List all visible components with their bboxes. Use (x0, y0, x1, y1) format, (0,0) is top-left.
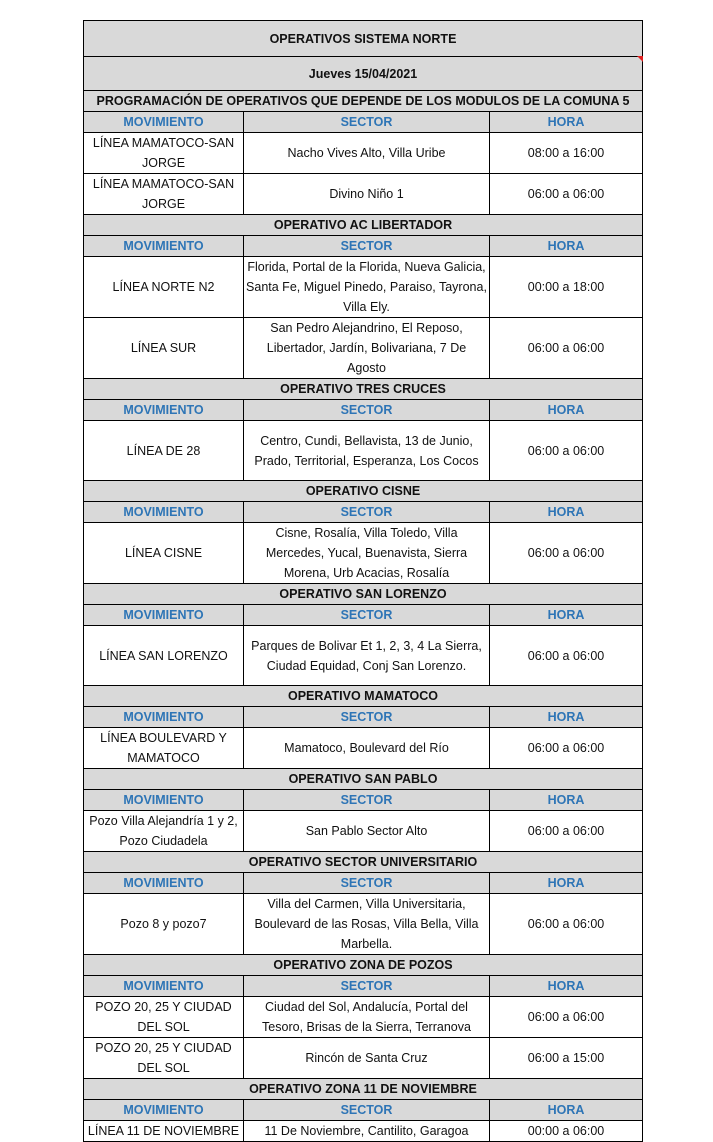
cell-movimiento: LÍNEA 11 DE NOVIEMBRE (84, 1121, 244, 1142)
column-header-row (84, 976, 643, 997)
column-header-hora: HORA (490, 236, 643, 257)
column-header-sector: SECTOR (244, 790, 490, 811)
cell-sector: San Pedro Alejandrino, El Reposo, Libertador, Jardín, Bolivariana, 7 De Agosto (244, 318, 490, 379)
column-header-movimiento: MOVIMIENTO (84, 236, 244, 257)
section-title: OPERATIVO SECTOR UNIVERSITARIO (84, 852, 643, 873)
date-row (84, 57, 643, 91)
table-row (84, 257, 643, 318)
cell-hora: 06:00 a 06:00 (490, 728, 643, 769)
cell-sector: Parques de Bolivar Et 1, 2, 3, 4 La Sierra, Ciudad Equidad, Conj San Lorenzo. (244, 626, 490, 686)
section-header-row (84, 584, 643, 605)
column-header-sector: SECTOR (244, 873, 490, 894)
section-title: OPERATIVO CISNE (84, 481, 643, 502)
section-title: OPERATIVO TRES CRUCES (84, 379, 643, 400)
cell-movimiento: Pozo 8 y pozo7 (84, 894, 244, 955)
column-header-row (84, 790, 643, 811)
table-row (84, 1038, 643, 1079)
date-text: Jueves 15/04/2021 (308, 66, 418, 81)
cell-movimiento: LÍNEA BOULEVARD Y MAMATOCO (84, 728, 244, 769)
column-header-hora: HORA (490, 112, 643, 133)
column-header-row (84, 873, 643, 894)
column-header-movimiento: MOVIMIENTO (84, 790, 244, 811)
cell-hora: 06:00 a 06:00 (490, 894, 643, 955)
cell-sector: Florida, Portal de la Florida, Nueva Galicia, Santa Fe, Miguel Pinedo, Paraiso, Tayrona, Villa Ely. (244, 257, 490, 318)
section-header-row (84, 852, 643, 873)
column-header-hora: HORA (490, 502, 643, 523)
column-header-row (84, 1100, 643, 1121)
section-title: OPERATIVO MAMATOCO (84, 686, 643, 707)
column-header-hora: HORA (490, 605, 643, 626)
table-row (84, 174, 643, 215)
cell-sector: Nacho Vives Alto, Villa Uribe (244, 133, 490, 174)
section-title: OPERATIVO AC LIBERTADOR (84, 215, 643, 236)
cell-movimiento: LÍNEA NORTE N2 (84, 257, 244, 318)
column-header-row (84, 236, 643, 257)
date-cell (84, 57, 643, 91)
cell-hora: 06:00 a 06:00 (490, 811, 643, 852)
column-header-sector: SECTOR (244, 976, 490, 997)
cell-sector: Centro, Cundi, Bellavista, 13 de Junio, Prado, Territorial, Esperanza, Los Cocos (244, 421, 490, 481)
column-header-hora: HORA (490, 1100, 643, 1121)
column-header-sector: SECTOR (244, 502, 490, 523)
cell-hora: 06:00 a 06:00 (490, 174, 643, 215)
table-row (84, 626, 643, 686)
cell-sector: 11 De Noviembre, Cantilito, Garagoa (244, 1121, 490, 1142)
cell-movimiento: LÍNEA SUR (84, 318, 244, 379)
table-row (84, 728, 643, 769)
table-row (84, 133, 643, 174)
table-row (84, 1121, 643, 1142)
section-header-row (84, 215, 643, 236)
cell-hora: 00:00 a 18:00 (490, 257, 643, 318)
cell-movimiento: POZO 20, 25 Y CIUDAD DEL SOL (84, 1038, 244, 1079)
column-header-row (84, 112, 643, 133)
column-header-hora: HORA (490, 873, 643, 894)
section-title: PROGRAMACIÓN DE OPERATIVOS QUE DEPENDE DE LOS MODULOS DE LA COMUNA 5 (84, 91, 643, 112)
title-row (84, 21, 643, 57)
section-title: OPERATIVO ZONA 11 DE NOVIEMBRE (84, 1079, 643, 1100)
cell-movimiento: LÍNEA DE 28 (84, 421, 244, 481)
cell-movimiento: LÍNEA CISNE (84, 523, 244, 584)
operativos-table (83, 20, 643, 1142)
cell-movimiento: LÍNEA MAMATOCO-SAN JORGE (84, 174, 244, 215)
cell-movimiento: Pozo Villa Alejandría 1 y 2, Pozo Ciudadela (84, 811, 244, 852)
cell-hora: 06:00 a 06:00 (490, 523, 643, 584)
cell-hora: 00:00 a 06:00 (490, 1121, 643, 1142)
section-title: OPERATIVO SAN LORENZO (84, 584, 643, 605)
cell-hora: 06:00 a 06:00 (490, 997, 643, 1038)
column-header-sector: SECTOR (244, 112, 490, 133)
cell-movimiento: LÍNEA MAMATOCO-SAN JORGE (84, 133, 244, 174)
section-header-row (84, 769, 643, 790)
cell-hora: 08:00 a 16:00 (490, 133, 643, 174)
cell-sector: Divino Niño 1 (244, 174, 490, 215)
table-row (84, 811, 643, 852)
column-header-hora: HORA (490, 707, 643, 728)
cell-movimiento: POZO 20, 25 Y CIUDAD DEL SOL (84, 997, 244, 1038)
table-row (84, 523, 643, 584)
column-header-sector: SECTOR (244, 1100, 490, 1121)
column-header-movimiento: MOVIMIENTO (84, 400, 244, 421)
section-title: OPERATIVO SAN PABLO (84, 769, 643, 790)
column-header-movimiento: MOVIMIENTO (84, 605, 244, 626)
column-header-row (84, 502, 643, 523)
table-row (84, 318, 643, 379)
table-row (84, 997, 643, 1038)
column-header-sector: SECTOR (244, 605, 490, 626)
cell-sector: San Pablo Sector Alto (244, 811, 490, 852)
section-header-row (84, 686, 643, 707)
section-header-row (84, 481, 643, 502)
section-header-row (84, 955, 643, 976)
cell-hora: 06:00 a 06:00 (490, 318, 643, 379)
column-header-hora: HORA (490, 400, 643, 421)
cell-sector: Cisne, Rosalía, Villa Toledo, Villa Mercedes, Yucal, Buenavista, Sierra Morena, Urb Acacias, Rosalía (244, 523, 490, 584)
section-header-row (84, 91, 643, 112)
column-header-movimiento: MOVIMIENTO (84, 976, 244, 997)
cell-hora: 06:00 a 06:00 (490, 421, 643, 481)
cell-sector: Villa del Carmen, Villa Universitaria, Boulevard de las Rosas, Villa Bella, Villa Marbella. (244, 894, 490, 955)
cell-sector: Ciudad del Sol, Andalucía, Portal del Tesoro, Brisas de la Sierra, Terranova (244, 997, 490, 1038)
column-header-row (84, 400, 643, 421)
page-title: OPERATIVOS SISTEMA NORTE (84, 21, 643, 57)
column-header-sector: SECTOR (244, 236, 490, 257)
section-header-row (84, 1079, 643, 1100)
cell-sector: Rincón de Santa Cruz (244, 1038, 490, 1079)
column-header-movimiento: MOVIMIENTO (84, 873, 244, 894)
column-header-movimiento: MOVIMIENTO (84, 502, 244, 523)
cell-hora: 06:00 a 15:00 (490, 1038, 643, 1079)
column-header-row (84, 707, 643, 728)
cell-hora: 06:00 a 06:00 (490, 626, 643, 686)
column-header-hora: HORA (490, 976, 643, 997)
column-header-hora: HORA (490, 790, 643, 811)
column-header-sector: SECTOR (244, 400, 490, 421)
column-header-movimiento: MOVIMIENTO (84, 112, 244, 133)
table-row (84, 894, 643, 955)
column-header-sector: SECTOR (244, 707, 490, 728)
cell-sector: Mamatoco, Boulevard del Río (244, 728, 490, 769)
table-row (84, 421, 643, 481)
cell-movimiento: LÍNEA SAN LORENZO (84, 626, 244, 686)
section-header-row (84, 379, 643, 400)
comment-marker-icon[interactable] (637, 56, 643, 62)
column-header-row (84, 605, 643, 626)
column-header-movimiento: MOVIMIENTO (84, 1100, 244, 1121)
column-header-movimiento: MOVIMIENTO (84, 707, 244, 728)
section-title: OPERATIVO ZONA DE POZOS (84, 955, 643, 976)
